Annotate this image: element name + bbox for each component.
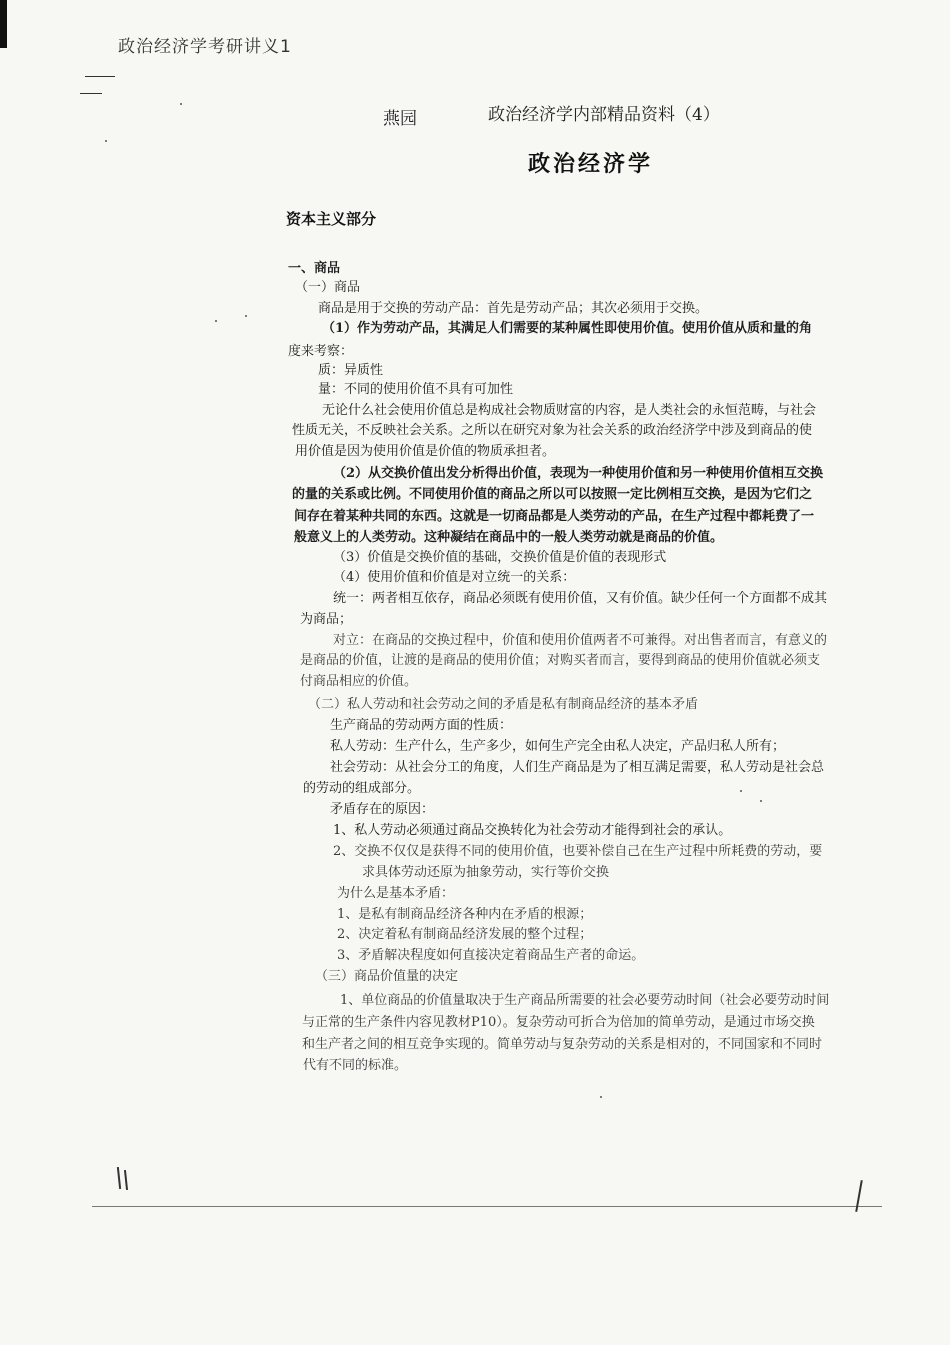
text-line: 是商品的价值，让渡的是商品的使用价值；对购买者而言，要得到商品的使用价值就必须支 [300,653,821,668]
text-line: 和生产者之间的相互竞争实现的。简单劳动与复杂劳动的关系是相对的，不同国家和不同时 [302,1037,823,1052]
text-line: （一）商品 [295,280,361,295]
text-line: 3、矛盾解决程度如何直接决定着商品生产者的命运。 [337,948,645,963]
scan-speck [600,1096,602,1098]
text-line: 代有不同的标准。 [303,1058,408,1073]
text-line: 量：不同的使用价值不具有可加性 [318,382,514,397]
text-line: 求具体劳动还原为抽象劳动，实行等价交换 [362,865,610,880]
text-line: 无论什么社会使用价值总是构成社会物质财富的内容，是人类社会的永恒范畴，与社会 [322,403,817,418]
text-line: 用价值是因为使用价值是价值的物质承担者。 [295,444,556,459]
text-line: 矛盾存在的原因： [330,802,435,817]
scan-mark [80,93,102,94]
handwritten-note: 政治经济学考研讲义1 [118,37,292,57]
text-line: 间存在着某种共同的东西。这就是一切商品都是人类劳动的产品，在生产过程中都耗费了一 [294,509,815,524]
scan-speck [245,315,247,317]
text-line: 为商品； [300,612,353,627]
text-line: （3）价值是交换价值的基础，交换价值是价值的表现形式 [333,550,667,565]
text-line: 性质无关，不反映社会关系。之所以在研究对象为社会关系的政治经济学中涉及到商品的使 [292,423,813,438]
text-line: 生产商品的劳动两方面的性质： [330,718,513,733]
text-line: 2、决定着私有制商品经济发展的整个过程； [337,927,593,942]
header-right: 政治经济学内部精品资料（4） [488,105,720,125]
text-line: （4）使用价值和价值是对立统一的关系： [333,570,576,585]
text-line: （二）私人劳动和社会劳动之间的矛盾是私有制商品经济的基本矛盾 [308,697,699,712]
text-line: 2、交换不仅仅是获得不同的使用价值，也要补偿自己在生产过程中所耗费的劳动，要 [333,844,823,859]
text-line: 1、是私有制商品经济各种内在矛盾的根源； [337,907,593,922]
scan-speck [215,320,217,322]
scan-mark [117,1167,121,1189]
text-line: 为什么是基本矛盾： [337,886,455,901]
text-line: 付商品相应的价值。 [300,674,418,689]
scan-speck [105,140,107,142]
scan-mark [124,1170,128,1190]
page-bottom-rule [92,1206,882,1207]
text-line: （1）作为劳动产品，其满足人们需要的某种属性即使用价值。使用价值从质和量的角 [322,321,813,336]
text-line: 的劳动的组成部分。 [303,781,421,796]
section-heading: 资本主义部分 [286,210,377,228]
text-line: （三）商品价值量的决定 [315,969,459,984]
scan-speck [740,790,742,792]
header-left: 燕园 [383,109,417,129]
scan-mark [85,76,115,77]
text-line: 与正常的生产条件内容见教材P10）。复杂劳动可折合为倍加的简单劳动，是通过市场交换 [302,1015,815,1030]
page-title: 政治经济学 [528,151,654,177]
text-line: （2）从交换价值出发分析得出价值，表现为一种使用价值和另一种使用价值相互交换 [333,466,824,481]
text-line: 私人劳动：生产什么，生产多少，如何生产完全由私人决定，产品归私人所有； [330,739,786,754]
text-line: 度来考察： [288,344,354,359]
scan-speck [180,103,182,105]
text-line: 商品是用于交换的劳动产品：首先是劳动产品；其次必须用于交换。 [318,301,709,316]
text-line: 社会劳动：从社会分工的角度，人们生产商品是为了相互满足需要，私人劳动是社会总 [330,760,825,775]
scan-mark [855,1180,863,1212]
text-line: 的量的关系或比例。不同使用价值的商品之所以可以按照一定比例相互交换，是因为它们之 [292,487,813,502]
text-line: 1、单位商品的价值量取决于生产商品所需要的社会必要劳动时间（社会必要劳动时间 [340,993,830,1008]
text-line: 对立：在商品的交换过程中，价值和使用价值两者不可兼得。对出售者而言，有意义的 [333,633,828,648]
text-line: 般意义上的人类劳动。这种凝结在商品中的一般人类劳动就是商品的价值。 [294,530,724,545]
text-line: 质：异质性 [318,363,384,378]
text-line: 统一：两者相互依存，商品必须既有使用价值，又有价值。缺少任何一个方面都不成其 [333,591,828,606]
text-line: 一、商品 [288,261,341,276]
scan-speck [760,800,762,802]
scan-edge-mark [0,0,7,48]
text-line: 1、私人劳动必须通过商品交换转化为社会劳动才能得到社会的承认。 [333,823,732,838]
